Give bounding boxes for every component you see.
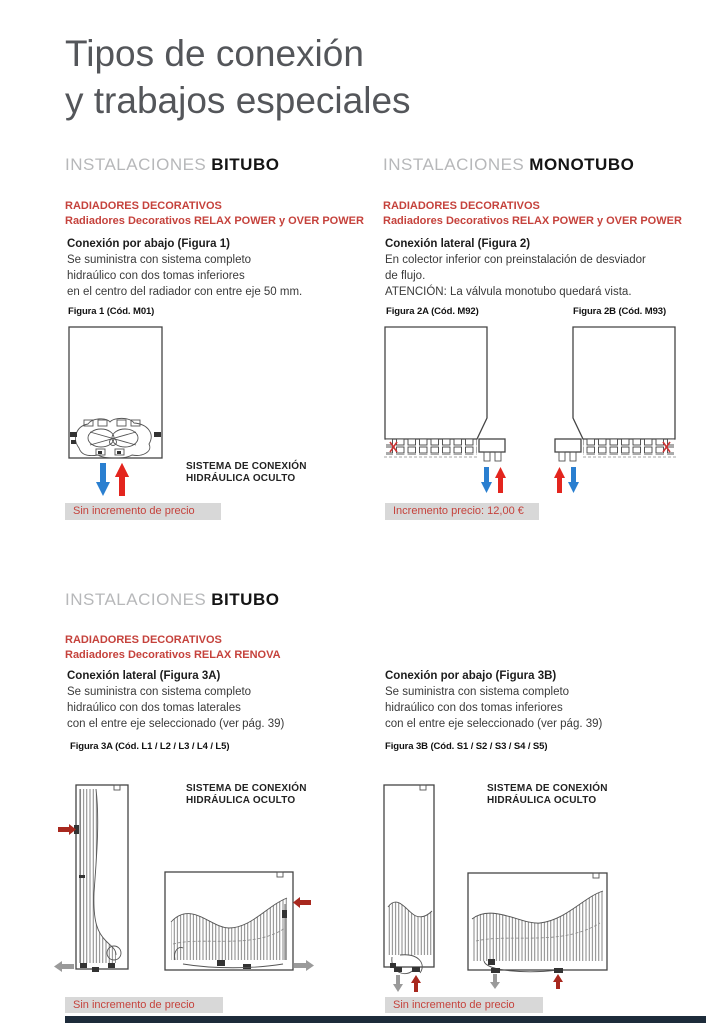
block-line: Se suministra con sistema completo (385, 686, 570, 698)
header-light-text: INSTALACIONES (65, 155, 207, 174)
red-up-arrow-icon (553, 974, 563, 989)
figure-2b-diagram (546, 326, 676, 494)
family-label-monotubo (383, 199, 682, 229)
gray-down-arrow-icon (393, 975, 403, 992)
header-bold-text: BITUBO (211, 155, 280, 174)
system-label-3b (487, 783, 608, 807)
block-line: Se suministra con sistema completo (67, 254, 252, 266)
system-label-3a (186, 783, 307, 807)
price-note-3b: Sin incremento de precio (385, 997, 543, 1013)
header-bold-text: MONOTUBO (529, 155, 635, 174)
figure-1-diagram (68, 326, 163, 501)
figure-3a-caption: Figura 3A (Cód. L1 / L2 / L3 / L4 / L5) (70, 741, 230, 752)
figure-3b-wide-diagram (466, 871, 616, 989)
figure-1-caption: Figura 1 (Cód. M01) (68, 306, 155, 317)
blue-down-arrow-icon (481, 467, 492, 493)
gray-left-arrow-icon (54, 961, 74, 972)
gray-down-arrow-icon (490, 974, 500, 989)
gray-right-arrow-icon (294, 960, 314, 971)
dark-red-right-arrow-icon (58, 824, 76, 835)
price-note-3a: Sin incremento de precio (65, 997, 223, 1013)
figure-3b-caption: Figura 3B (Cód. S1 / S2 / S3 / S4 / S5) (385, 741, 548, 752)
block-line: hidraúlico con dos tomas inferiores (385, 702, 563, 714)
price-note-bitubo-power: Sin incremento de precio (65, 503, 221, 520)
system-label-line-1: SISTEMA DE CONEXIÓN (487, 783, 608, 794)
figure-2a-caption: Figura 2A (Cód. M92) (386, 306, 479, 317)
header-light-text: INSTALACIONES (65, 590, 207, 609)
page-title-line-2: y trabajos especiales (65, 80, 411, 121)
system-label-line-1: SISTEMA DE CONEXIÓN (186, 461, 307, 472)
family-label-bitubo-power (65, 199, 364, 229)
red-up-arrow-icon (115, 463, 129, 496)
family-line-1: RADIADORES DECORATIVOS (65, 200, 222, 212)
red-up-arrow-icon (411, 975, 421, 992)
block-line: con el entre eje seleccionado (ver pág. 39) (67, 718, 285, 730)
dark-red-left-arrow-icon (293, 897, 311, 908)
system-label-line-1: SISTEMA DE CONEXIÓN (186, 783, 307, 794)
block-title: Conexión lateral (Figura 2) (385, 238, 531, 250)
text-block-figura-3a (67, 668, 284, 732)
block-title: Conexión por abajo (Figura 3B) (385, 670, 557, 682)
family-line-2: Radiadores Decorativos RELAX POWER y OVER POWER (383, 215, 682, 227)
section-header-monotubo (383, 155, 634, 175)
page-title (65, 30, 411, 124)
figure-3a-tall-diagram (50, 783, 140, 983)
family-line-2: Radiadores Decorativos RELAX RENOVA (65, 649, 281, 661)
block-line: de flujo. (385, 270, 426, 282)
figure-2a-diagram (384, 326, 514, 494)
block-line: ATENCIÓN: La válvula monotubo quedará vista. (385, 286, 632, 298)
figure-3a-wide-diagram (163, 870, 318, 978)
red-up-arrow-icon (554, 467, 565, 493)
block-title: Conexión por abajo (Figura 1) (67, 238, 230, 250)
text-block-figura-2 (385, 236, 646, 300)
system-label-line-2: HIDRÁULICA OCULTO (186, 795, 296, 806)
block-line: en el centro del radiador con entre eje 50 mm. (67, 286, 303, 298)
text-block-figura-1 (67, 236, 302, 300)
header-light-text: INSTALACIONES (383, 155, 525, 174)
red-up-arrow-icon (495, 467, 506, 493)
family-line-1: RADIADORES DECORATIVOS (383, 200, 540, 212)
blue-down-arrow-icon (96, 463, 110, 496)
text-block-figura-3b (385, 668, 602, 732)
blue-down-arrow-icon (568, 467, 579, 493)
family-line-1: RADIADORES DECORATIVOS (65, 634, 222, 646)
family-line-2: Radiadores Decorativos RELAX POWER y OVER POWER (65, 215, 364, 227)
block-line: con el entre eje seleccionado (ver pág. 39) (385, 718, 603, 730)
figure-2b-caption: Figura 2B (Cód. M93) (573, 306, 667, 317)
section-header-bitubo-renova (65, 590, 279, 610)
header-bold-text: BITUBO (211, 590, 280, 609)
block-line: En colector inferior con preinstalación de desviador (385, 254, 646, 266)
price-note-monotubo: Incremento precio: 12,00 € (385, 503, 539, 520)
family-label-renova (65, 633, 281, 663)
page-title-line-1: Tipos de conexión (65, 33, 364, 74)
block-line: hidraúlico con dos tomas laterales (67, 702, 241, 714)
block-line: Se suministra con sistema completo (67, 686, 252, 698)
system-label-1 (186, 461, 307, 485)
block-title: Conexión lateral (Figura 3A) (67, 670, 221, 682)
figure-3b-tall-diagram (378, 783, 442, 993)
system-label-line-2: HIDRÁULICA OCULTO (186, 473, 296, 484)
block-line: hidraúlico con dos tomas inferiores (67, 270, 245, 282)
section-header-bitubo-power (65, 155, 279, 175)
page-footer-rule (65, 1016, 706, 1023)
system-label-line-2: HIDRÁULICA OCULTO (487, 795, 597, 806)
